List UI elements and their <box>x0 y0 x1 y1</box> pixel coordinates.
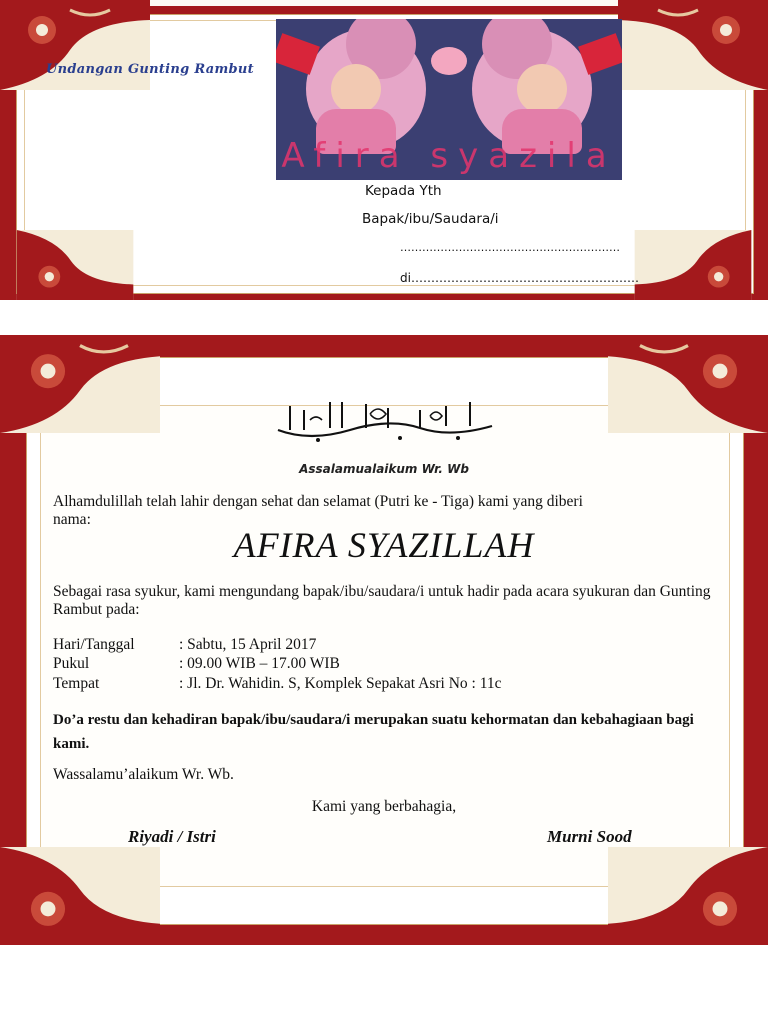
closing-salam: Wassalamu’alaikum Wr. Wb. <box>53 766 234 783</box>
photo-caption: Afira syazila <box>281 136 617 176</box>
detail-label: Tempat <box>53 675 100 692</box>
detail-value: : 09.00 WIB – 17.00 WIB <box>179 655 340 672</box>
corner-ornament <box>608 845 768 945</box>
address-to: Kepada Yth <box>365 183 442 199</box>
bismillah-calligraphy <box>270 392 500 452</box>
greeting: Assalamualaikum Wr. Wb <box>299 462 469 476</box>
baby-photo <box>276 19 622 180</box>
corner-ornament <box>608 335 768 435</box>
address-at-line: di………………………………………………… <box>400 271 639 285</box>
detail-row-place <box>53 675 502 693</box>
flower-icon <box>431 47 467 75</box>
invitation-text: Sebagai rasa syukur, kami mengundang bapak/ibu/saudara/i untuk hadir pada acara syukuran dan Gunting Rambut pada: <box>53 583 711 618</box>
address-recipient: Bapak/ibu/Saudara/i <box>362 211 499 227</box>
intro-text: Alhamdulillah telah lahir dengan sehat dan selamat (Putri ke - Tiga) kami yang diberi nama: <box>53 493 583 528</box>
detail-value: : Sabtu, 15 April 2017 <box>179 636 317 653</box>
signature-left: Riyadi / Istri <box>128 827 216 846</box>
detail-label: Pukul <box>53 655 90 672</box>
detail-row-date <box>53 636 316 654</box>
child-name: AFIRA SYAZILLAH <box>233 525 535 565</box>
corner-ornament <box>0 230 150 300</box>
detail-label: Hari/Tanggal <box>53 636 135 653</box>
corner-ornament <box>0 845 160 945</box>
detail-row-time <box>53 655 340 673</box>
corner-ornament <box>618 230 768 300</box>
honor-text: Do’a restu dan kehadiran bapak/ibu/saudara/i merupakan suatu kehormatan dan kebahagiaan bagi kami. <box>53 712 694 752</box>
address-blank-line: …………………………………………………… <box>400 241 620 254</box>
detail-value: : Jl. Dr. Wahidin. S, Komplek Sepakat Asri No : 11c <box>179 675 502 692</box>
invitation-title: Undangan Gunting Rambut <box>46 62 254 77</box>
corner-ornament <box>0 335 160 435</box>
signoff: Kami yang berbahagia, <box>311 798 457 815</box>
corner-ornament <box>618 0 768 90</box>
signature-right: Murni Sood <box>547 827 632 846</box>
